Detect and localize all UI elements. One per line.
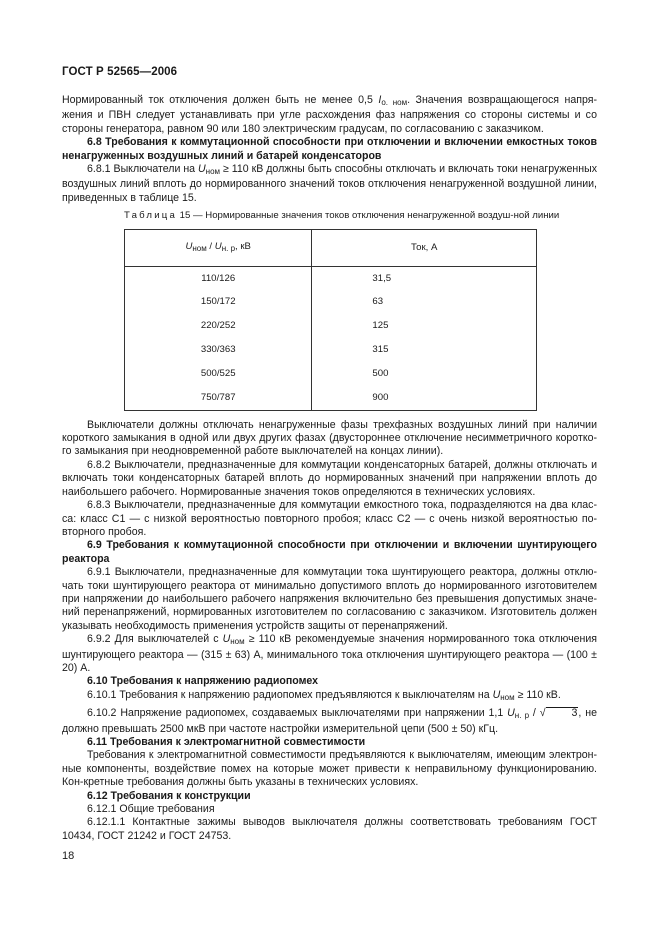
section-heading-6-9: 6.9 Требования к коммутационной способности при отключении и включении шунтирующего реактора xyxy=(62,539,597,565)
sqrt-symbol: 3 xyxy=(546,707,579,719)
paragraph-6-8-3: 6.8.3 Выключатели, предназначенные для коммутации емкостного тока, подразделяются на два клас-са: класс С1 — с низкой вероятностью повторного пробоя; класс С2 — с очень низкой вероятностью по-вторного пробоя. xyxy=(62,499,597,538)
paragraph-6-10-1: 6.10.1 Требования к напряжению радиопомех предъявляются к выключателям на Uном ≥ 110 кВ. xyxy=(87,688,561,702)
section-heading-6-11: 6.11 Требования к электромагнитной совместимости xyxy=(87,736,366,748)
table-cell-current: 125 xyxy=(312,314,537,338)
table-cell-voltage: 110/126 xyxy=(125,266,312,290)
section-heading-6-12: 6.12 Требования к конструкции xyxy=(87,789,251,802)
table-header-current: Ток, А xyxy=(312,229,537,266)
paragraph: Нормированный ток отключения должен быть не менее 0,5 Iо. ном. Значения возвращающегося напря-жения и ПВН следует устанавливать при угле расхождения фаз напряжения со стороны системы и со стороны генератора, равном 90 или 180 электрическим градусам, по согласованию с заказчиком. xyxy=(62,94,597,135)
section-heading-6-8: 6.8 Требования к коммутационной способности при отключении и включении емкостных токов ненагруженных воздушных линий и батарей конденсаторов xyxy=(62,136,597,162)
paragraph-6-12-1-1: 6.12.1.1 Контактные зажимы выводов выключателя должны соответствовать требованиям ГОСТ 10434, ГОСТ 21242 и ГОСТ 24753. xyxy=(62,816,597,842)
paragraph-6-8-1: 6.8.1 Выключатели на Uном ≥ 110 кВ должны быть способны отключать и включать токи ненагруженных воздушных линий вплоть до нормированного значений токов отключения ненагруженной воздушной линии, приведенных в таблице 15. xyxy=(62,163,597,204)
table-cell-voltage: 220/252 xyxy=(125,314,312,338)
table-row xyxy=(125,314,537,338)
table-caption: Таблица 15 — Нормированные значения токов отключения ненагруженной воздуш-ной линии xyxy=(124,210,560,222)
table-15 xyxy=(124,229,537,411)
table-row xyxy=(125,266,537,290)
table-cell-voltage: 330/363 xyxy=(125,338,312,362)
table-row xyxy=(125,338,537,362)
table-cell-current: 315 xyxy=(312,338,537,362)
paragraph-6-9-2: 6.9.2 Для выключателей с Uном ≥ 110 кВ рекомендуемые значения нормированного тока отключения шунтирующего реактора — (315 ± 63) А, минимального тока отключения шунтирующего реактора — (100 ± 20) А. xyxy=(62,633,597,674)
table-header-voltage: $U_{ном} / U_{н. р}$, кВ xyxy=(125,229,312,266)
document-header: ГОСТ Р 52565—2006 xyxy=(62,66,178,78)
document-body xyxy=(62,94,597,843)
table-cell-voltage: 500/525 xyxy=(125,362,312,386)
table-row xyxy=(125,386,537,410)
table-row xyxy=(125,290,537,314)
paragraph-6-11: Требования к электромагнитной совместимости предъявляются к выключателям, имеющим электрон-ные компоненты, воздействие помех на которые может привести к неправильному функционированию. Кон-кретные требования должны быть указаны в технических условиях. xyxy=(62,749,597,789)
page-number: 18 xyxy=(62,850,75,862)
table-cell-current: 31,5 xyxy=(312,266,537,290)
paragraph-6-12-1: 6.12.1 Общие требования xyxy=(87,803,215,816)
paragraph-6-10-2: 6.10.2 Напряжение радиопомех, создаваемых выключателями при напряжении 1,1 Uн. р / √ 3, не должно превышать 2500 мкВ при частоте настройки измерительной цепи (500 ± 50) кГц. xyxy=(62,707,597,735)
table-row xyxy=(125,362,537,386)
paragraph-6-8-2: 6.8.2 Выключатели, предназначенные для коммутации конденсаторных батарей, должны отключать и включать токи конденсаторных батарей вплоть до нормированных значений при напряжении вплоть до наибольшего рабочего. Нормированные значения токов определяются в технических условиях. xyxy=(62,458,597,498)
paragraph: Выключатели должны отключать ненагруженные фазы трехфазных воздушных линий при наличии короткого замыкания в одной или двух других фазах (двустороннее отключение несимметричного коротко-го замыкания при неодновременной работе выключателей на концах линии). xyxy=(62,418,597,458)
section-heading-6-10: 6.10 Требования к напряжению радиопомех xyxy=(87,675,319,688)
table-cell-current: 63 xyxy=(312,290,537,314)
table-cell-current: 900 xyxy=(312,386,537,410)
table-cell-voltage: 150/172 xyxy=(125,290,312,314)
table-cell-current: 500 xyxy=(312,362,537,386)
table-cell-voltage: 750/787 xyxy=(125,386,312,410)
paragraph-6-9-1: 6.9.1 Выключатели, предназначенные для коммутации тока шунтирующего реактора, должны отклю-чать токи шунтирующего реактора от минимально допустимого вплоть до нормированного изготовителем при напряжении до наибольшего рабочего напряжения включительно без превышения допустимых значе-ний перенапряжений, нормированных изготовителем по согласованию с заказчиком. Изготовитель должен указывать необходимость применения устройств защиты от перенапряжений. xyxy=(62,566,597,632)
